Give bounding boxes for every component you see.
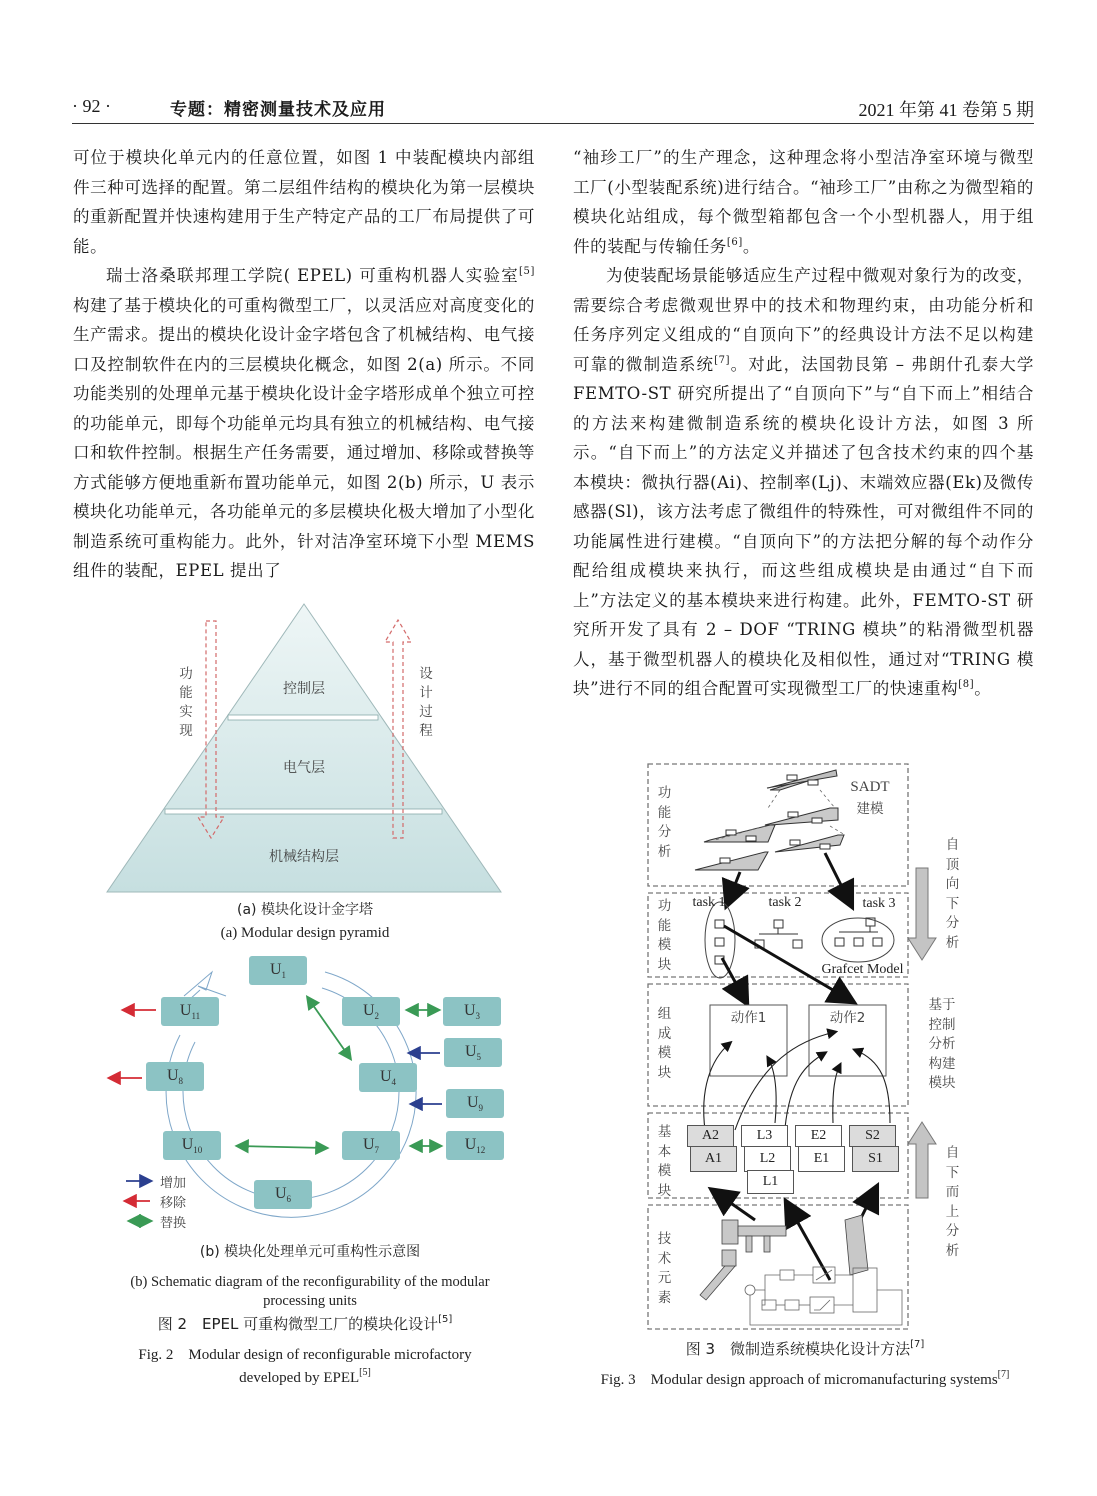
action-1-label: 动作1 (730, 1010, 767, 1026)
grafcet-model-label: Grafcet Model (821, 962, 904, 977)
citation[interactable]: [7] (910, 1339, 925, 1350)
unit-u11: $U_{11}$ (161, 997, 219, 1026)
row-label-function-module: 功能模块 (657, 898, 672, 973)
page-number: · 92 · (72, 96, 111, 116)
control-block-diagram (745, 1267, 902, 1325)
layer-label-control: 控制层 (283, 681, 325, 697)
figure-2a-caption-en: (a) Modular design pyramid (220, 925, 390, 941)
citation[interactable]: [5] (519, 266, 535, 277)
task-3-label: task 3 (862, 896, 896, 911)
basic-block-a1: A1 (690, 1146, 737, 1172)
unit-u5: $U_5$ (444, 1038, 502, 1067)
citation[interactable]: [5] (359, 1367, 371, 1378)
action-2-label: 动作2 (829, 1010, 866, 1026)
unit-u3: $U_3$ (443, 997, 501, 1026)
basic-block-e2: E2 (795, 1125, 842, 1147)
unit-u9: $U_9$ (446, 1089, 504, 1118)
sadt-sublabel: 建模 (856, 801, 884, 817)
unit-u6: $U_6$ (254, 1180, 312, 1209)
bottom-up-arrow-icon (908, 1122, 936, 1198)
citation[interactable]: [7] (714, 354, 731, 366)
task-1-label: task 1 (692, 895, 726, 910)
control-analysis-label: 基于控制分析构建模块 (928, 997, 956, 1091)
paragraph: 为使装配场景能够适应生产过程中微观对象行为的改变，需要综合考虑微观世界中的技术和物理约束，由功能分析和任务序列定义组成的“自顶向下”的经典设计方法不足以构建可靠的微制造系统[7]。对此，法国勃艮第 – 弗朗什孔泰大学 FEMTO-ST 研究所提出了“自顶向下”与“自下而上”相结合的方法来构建微制造系统的模块化设计方法，如图 3 所示。“自下而上”的方法定义并描述了包含技术约束的四个基本模块：微执行器(Ai)、控制率(Lj)、末端效应器(Ek)及微传感器(Sl)，该方法考虑了微组件的特殊性，可对微组件不同的功能属性进行建模。“自顶向下”的方法把分解的每个动作分配给组成模块来执行，而这些组成模块是由通过“自下而上”方法定义的基本模块来进行构建。此外，FEMTO-ST 研究所开发了具有 2 – DOF “TRING 模块”的粘滑微型机器人，基于微型机器人的模块化及相似性，通过对“TRING 模块”进行不同的组合配置可实现微型工厂的快速重构[8]。 (573, 266, 1034, 698)
function-realization-label: 功能实现 (179, 666, 193, 739)
figure-2b-units (100, 950, 520, 1240)
figure-2a-caption-cn: (a) 模块化设计金字塔 (237, 902, 373, 918)
flow-arrow (788, 1205, 830, 1280)
row-label-basic-module: 基本模块 (657, 1124, 672, 1199)
sadt-label: SADT (850, 779, 890, 795)
figure-3-title-en: Fig. 3 Modular design approach of micromanufacturing systems[7] (600, 1369, 1010, 1388)
basic-block-s2: S2 (849, 1125, 896, 1147)
layer-label-mechanical: 机械结构层 (269, 849, 339, 865)
figure-3-diagram (640, 760, 980, 1335)
basic-block-l1: L1 (747, 1170, 794, 1194)
sadt-planes (695, 770, 844, 870)
basic-block-a2: A2 (687, 1125, 734, 1147)
row-label-tech-elements: 技术元素 (657, 1231, 672, 1306)
basic-block-l2: L2 (744, 1146, 791, 1172)
unit-u8: $U_8$ (146, 1062, 204, 1091)
basic-block-s1: S1 (852, 1146, 899, 1172)
row-frame (648, 1205, 908, 1329)
paragraph: “袖珍工厂”的生产理念，这种理念将小型洁净室环境与微型工厂(小型装配系统)进行结合。“袖珍工厂”由称之为微型箱的模块化站组成，每个微型箱都包含一个小型机器人，用于组件的装配与传输任务[6]。 (573, 148, 1034, 256)
citation[interactable]: [7] (997, 1369, 1010, 1380)
paragraph: 可位于模块化单元内的任意位置，如图 1 中装配模块内部组件三种可选择的配置。第二层组件结构的模块化为第一层模块的重新配置并快速构建用于生产特定产品的工厂布局提供了可能。 (73, 148, 535, 256)
figure-2b-caption-cn: (b) 模块化处理单元可重构性示意图 (199, 1244, 421, 1260)
paragraph: 瑞士洛桑联邦理工学院( EPEL) 可重构机器人实验室[5]构建了基于模块化的可重构微型工厂，以灵活应对高度变化的生产需求。提出的模块化设计金字塔包含了机械结构、电气接口及控制软件在内的三层模块化概念，如图 2(a) 所示。不同功能类别的处理单元基于模块化设计金字塔形成单个独立可控的功能单元，即每个功能单元均具有独立的机械结构、电气接口和软件控制。根据生产任务需要，通过增加、移除或替换等方式能够方便地重新布置功能单元，如图 2(b) 所示，U 表示模块化功能单元，各功能单元的多层模块化极大增加了小型化制造系统可重构能力。此外，针对洁净室环境下小型 MEMS 组件的装配，EPEL 提出了 (73, 266, 535, 580)
basic-block-l3: L3 (741, 1125, 788, 1147)
header-rule (72, 123, 1034, 124)
figure-2-title-cn: 图 2 EPEL 可重构微型工厂的模块化设计[5] (157, 1314, 453, 1333)
unit-u2: $U_2$ (342, 997, 400, 1026)
replace-arrow (238, 1146, 326, 1148)
figure-2-title-en-2: developed by EPEL[5] (239, 1367, 371, 1386)
legend-replace-label: 替换 (160, 1216, 187, 1231)
top-down-analysis-label: 自顶向下分析 (945, 837, 960, 951)
unit-u4: $U_4$ (359, 1063, 417, 1092)
citation[interactable]: [8] (958, 679, 975, 690)
basic-block-e1: E1 (798, 1146, 845, 1172)
row-label-function-analysis: 功能分析 (657, 785, 672, 860)
figure-2a-pyramid (100, 600, 510, 900)
header-topic: 专题：精密测量技术及应用 (170, 100, 386, 120)
top-down-arrow-icon (908, 868, 936, 960)
figure-2-title-en-1: Fig. 2 Modular design of reconfigurable microfactory (138, 1347, 472, 1363)
running-header (72, 96, 1034, 122)
citation[interactable]: [5] (438, 1314, 453, 1325)
layer-label-electrical: 电气层 (283, 760, 325, 776)
figure-3-title-cn: 图 3 微制造系统模块化设计方法[7] (685, 1339, 925, 1358)
flow-arrow (715, 1192, 755, 1220)
unit-u1: $U_1$ (249, 956, 307, 985)
right-column (573, 143, 1034, 704)
row-label-composite-module: 组成模块 (657, 1006, 672, 1081)
citation[interactable]: [6] (726, 236, 743, 248)
unit-u12: $U_{12}$ (446, 1131, 504, 1160)
technology-elements (700, 1215, 868, 1300)
unit-u10: $U_{10}$ (163, 1131, 221, 1160)
flow-arrow (722, 958, 745, 1000)
figure-2b-caption-en: (b) Schematic diagram of the reconfigurability of the modular processing units (130, 1274, 490, 1309)
journal-issue: 2021 年第 41 卷第 5 期 (858, 100, 1034, 120)
task-2-label: task 2 (768, 895, 802, 910)
grafcet-steps (715, 918, 882, 964)
bottom-up-analysis-label: 自下而上分析 (945, 1145, 960, 1259)
layer-divider (228, 715, 378, 720)
legend-remove-label: 移除 (160, 1196, 187, 1211)
flow-arrow (825, 853, 850, 903)
unit-u7: $U_7$ (342, 1131, 400, 1160)
legend-add-label: 增加 (160, 1176, 187, 1191)
design-process-label: 设计过程 (419, 666, 433, 739)
left-column (73, 143, 535, 586)
